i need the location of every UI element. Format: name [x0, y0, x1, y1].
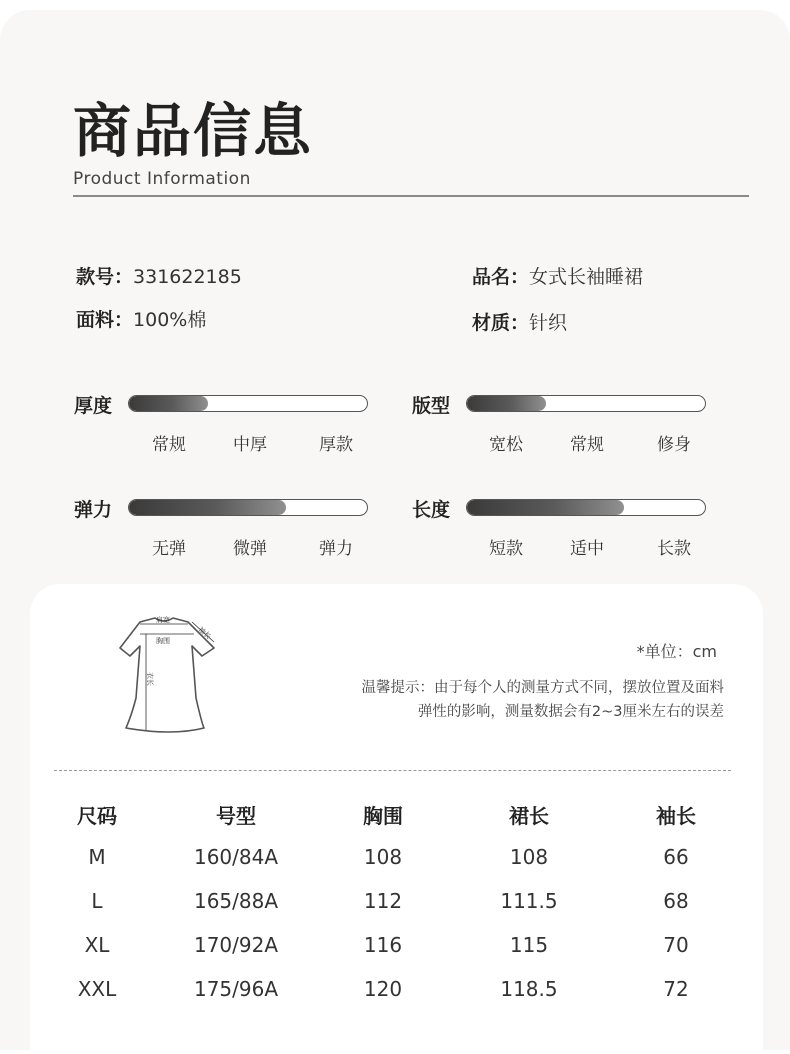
- thickness-option-1: 常规: [152, 435, 186, 455]
- header-chest: 胸围: [363, 804, 403, 828]
- fabric: [76, 305, 206, 332]
- fit-bar-fill: [467, 396, 546, 411]
- fabric-label: 面料：: [76, 309, 134, 331]
- length-bar: [466, 499, 706, 516]
- page-subtitle: Product Information: [73, 169, 251, 189]
- cell-body-type: 165/88A: [193, 889, 279, 913]
- title-divider: [73, 195, 749, 197]
- cell-size: XXL: [77, 977, 117, 1001]
- tip-line-2: 弹性的影响，测量数据会有2~3厘米左右的误差: [417, 704, 724, 720]
- header-dress-length: 裙长: [509, 804, 549, 828]
- shoulder-label: 肩宽: [156, 616, 170, 624]
- dashed-divider: [54, 770, 731, 771]
- material-label: 材质：: [472, 312, 530, 334]
- product-name: [472, 262, 643, 289]
- fit-label: 版型: [412, 395, 451, 417]
- fit-option-2: 常规: [570, 435, 604, 455]
- material-value: 针织: [529, 312, 568, 334]
- length-label-diagram: 衣长: [146, 672, 154, 686]
- tip-line-1: 温馨提示：由于每个人的测量方式不同，摆放位置及面料: [361, 680, 724, 696]
- elasticity-label: 弹力: [74, 499, 113, 521]
- header-body-type: 号型: [216, 804, 256, 828]
- fit-bar: [466, 395, 706, 412]
- length-option-1: 短款: [489, 539, 523, 559]
- size-panel: [30, 584, 763, 1054]
- cell-size: XL: [84, 933, 110, 957]
- fabric-value: 100%棉: [133, 309, 207, 331]
- style-number: [76, 262, 242, 289]
- cell-sleeve-length: 72: [663, 977, 689, 1001]
- cell-dress-length: 118.5: [500, 977, 558, 1001]
- cell-size: M: [88, 845, 106, 869]
- measurement-tip: [362, 676, 725, 724]
- elasticity-bar-fill: [129, 500, 286, 515]
- thickness-bar-fill: [129, 396, 208, 411]
- style-number-value: 331622185: [133, 266, 242, 288]
- cell-dress-length: 108: [509, 845, 549, 869]
- garment-measurement-diagram: [118, 610, 228, 736]
- header-sleeve-length: 袖长: [656, 804, 696, 828]
- cell-dress-length: 115: [509, 933, 549, 957]
- chest-label: 胸围: [156, 637, 170, 645]
- header-size: 尺码: [77, 804, 117, 828]
- cell-chest: 116: [363, 933, 403, 957]
- style-number-label: 款号：: [76, 266, 134, 288]
- elasticity-option-2: 微弹: [233, 539, 267, 559]
- length-option-3: 长款: [657, 539, 691, 559]
- product-name-value: 女式长袖睡裙: [529, 266, 644, 288]
- page-title: 商品信息: [73, 97, 314, 165]
- length-label: 长度: [412, 499, 451, 521]
- thickness-option-2: 中厚: [233, 435, 267, 455]
- cell-body-type: 175/96A: [193, 977, 279, 1001]
- cell-chest: 120: [363, 977, 403, 1001]
- unit-note: *单位：cm: [636, 642, 717, 661]
- cell-body-type: 170/92A: [193, 933, 279, 957]
- elasticity-option-3: 弹力: [319, 539, 353, 559]
- material: [472, 308, 567, 335]
- thickness-bar: [128, 395, 368, 412]
- garment-outline: [120, 618, 214, 732]
- cell-chest: 112: [363, 889, 403, 913]
- cell-chest: 108: [363, 845, 403, 869]
- thickness-label: 厚度: [74, 395, 113, 417]
- cell-sleeve-length: 68: [663, 889, 689, 913]
- fit-option-1: 宽松: [489, 435, 523, 455]
- elasticity-option-1: 无弹: [152, 539, 186, 559]
- length-option-2: 适中: [570, 539, 604, 559]
- cell-sleeve-length: 70: [663, 933, 689, 957]
- cell-body-type: 160/84A: [193, 845, 279, 869]
- cell-dress-length: 111.5: [500, 889, 558, 913]
- thickness-option-3: 厚款: [319, 435, 353, 455]
- cell-size: L: [91, 889, 103, 913]
- product-name-label: 品名：: [472, 266, 530, 288]
- cell-sleeve-length: 66: [663, 845, 689, 869]
- elasticity-bar: [128, 499, 368, 516]
- length-bar-fill: [467, 500, 624, 515]
- fit-option-3: 修身: [657, 435, 691, 455]
- sleeve-label: 袖长: [196, 625, 213, 641]
